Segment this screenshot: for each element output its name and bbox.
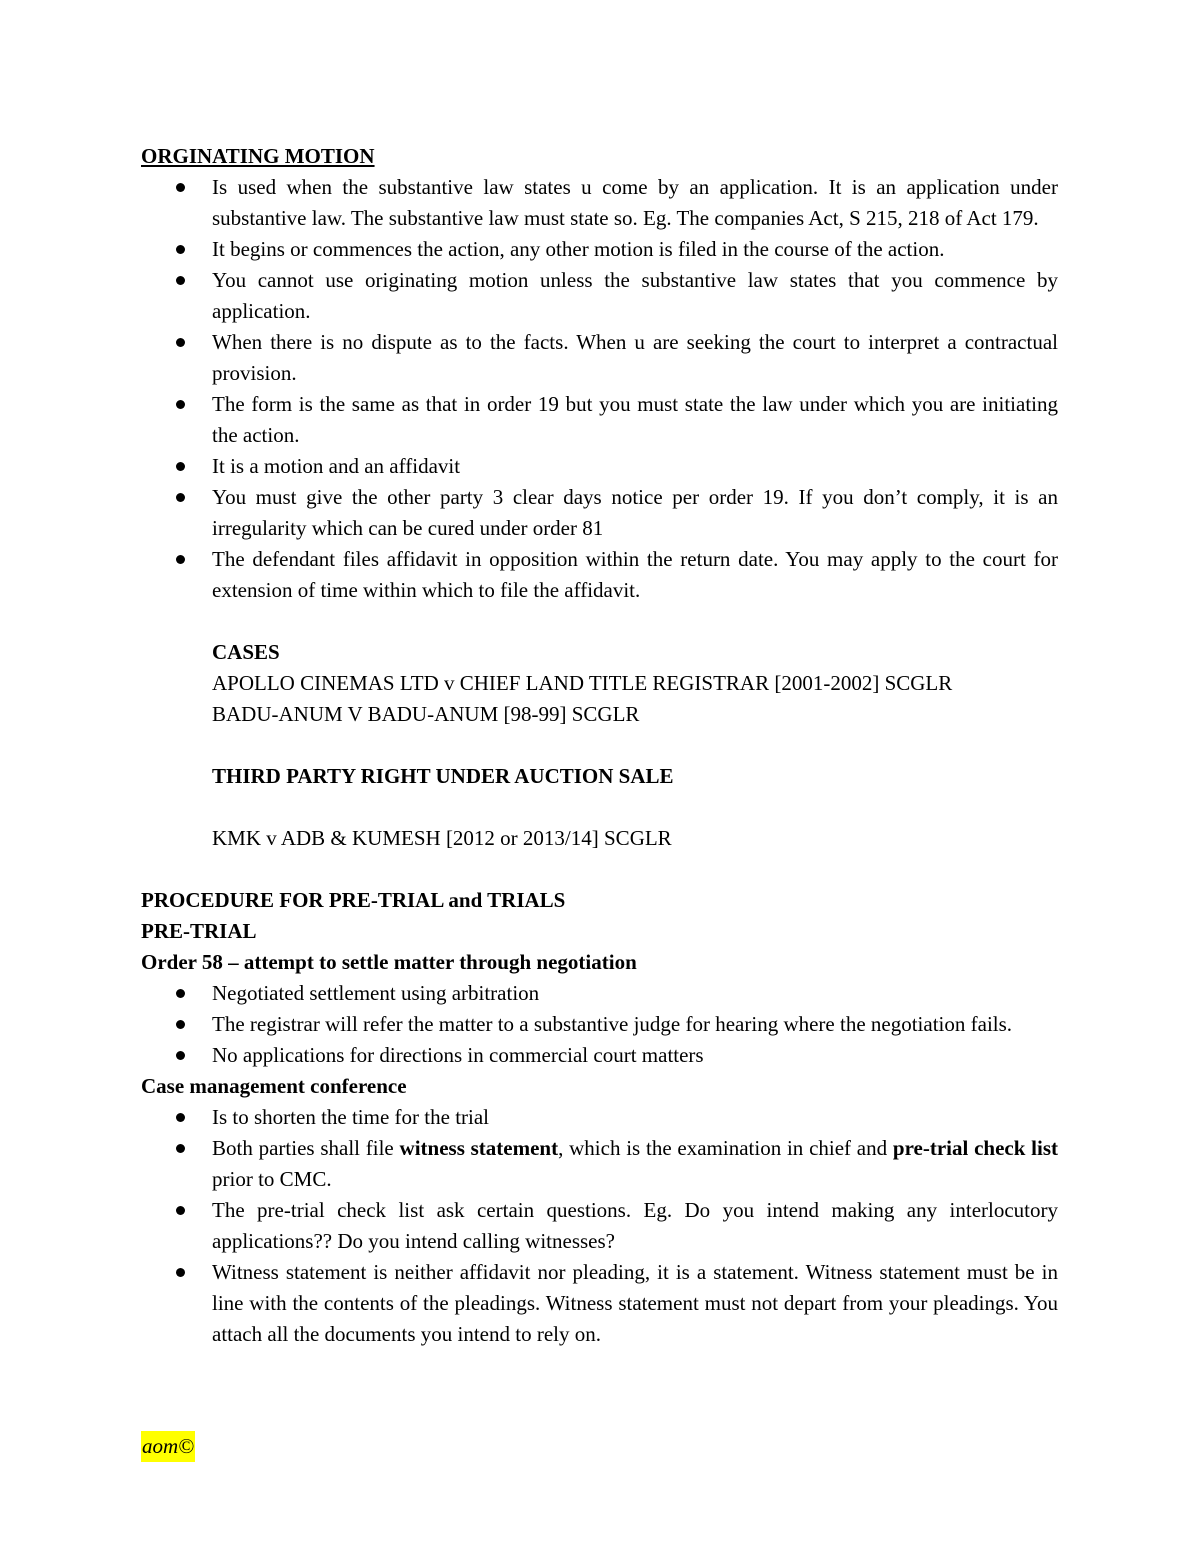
list-item: The pre-trial check list ask certain questions. Eg. Do you intend making any interlocutory applications?? Do you intend calling witnesses? — [141, 1195, 1058, 1257]
bullet-icon — [176, 555, 185, 564]
list-item: You must give the other party 3 clear days notice per order 19. If you don’t comply, it is an irregularity which can be cured under order 81 — [141, 482, 1058, 544]
list-item: No applications for directions in commercial court matters — [141, 1040, 1058, 1071]
bullet-icon — [176, 1144, 185, 1153]
list-item: It is a motion and an affidavit — [141, 451, 1058, 482]
list-item: The form is the same as that in order 19 but you must state the law under which you are initiating the action. — [141, 389, 1058, 451]
list-item: Is to shorten the time for the trial — [141, 1102, 1058, 1133]
list-item: Negotiated settlement using arbitration — [141, 978, 1058, 1009]
list-item: You cannot use originating motion unless the substantive law states that you commence by application. — [141, 265, 1058, 327]
third-party-heading: THIRD PARTY RIGHT UNDER AUCTION SALE — [212, 764, 674, 788]
list-item: Is used when the substantive law states u come by an application. It is an application under substantive law. The substantive law must state so. Eg. The companies Act, S 215, 218 of Act 179. — [141, 172, 1058, 234]
case-citation: APOLLO CINEMAS LTD v CHIEF LAND TITLE REGISTRAR [2001-2002] SCGLR — [212, 671, 953, 695]
bullet-icon — [176, 276, 185, 285]
list-item: The defendant files affidavit in opposition within the return date. You may apply to the court for extension of time within which to file the affidavit. — [141, 544, 1058, 606]
cmc-list — [141, 1102, 1058, 1350]
order58-list — [141, 978, 1058, 1071]
bullet-icon — [176, 989, 185, 998]
list-item: It begins or commences the action, any other motion is filed in the course of the action. — [141, 234, 1058, 265]
bullet-icon — [176, 1020, 185, 1029]
bold-term: witness statement — [399, 1136, 559, 1160]
list-item: When there is no dispute as to the facts. When u are seeking the court to interpret a contractual provision. — [141, 327, 1058, 389]
bullet-icon — [176, 1268, 185, 1277]
list-item: Witness statement is neither affidavit nor pleading, it is a statement. Witness statement must be in line with the contents of the pleadings. Witness statement must not depart from your pleadings. You attach all the documents you intend to rely on. — [141, 1257, 1058, 1350]
bullet-icon — [176, 462, 185, 471]
bullet-icon — [176, 183, 185, 192]
footer-watermark: aom© — [141, 1431, 195, 1462]
originating-motion-list — [141, 172, 1058, 606]
bullet-icon — [176, 1113, 185, 1122]
document-page — [141, 141, 1058, 1350]
case-citation: KMK v ADB & KUMESH [2012 or 2013/14] SCGLR — [212, 826, 672, 850]
list-item: The registrar will refer the matter to a substantive judge for hearing where the negotiation fails. — [141, 1009, 1058, 1040]
subtitle-pre-trial: PRE-TRIAL — [141, 919, 257, 943]
case-citation: BADU-ANUM V BADU-ANUM [98-99] SCGLR — [212, 702, 640, 726]
cases-heading: CASES — [212, 640, 280, 664]
section-title-procedure: PROCEDURE FOR PRE-TRIAL and TRIALS — [141, 888, 566, 912]
bullet-icon — [176, 400, 185, 409]
bullet-icon — [176, 493, 185, 502]
cmc-heading: Case management conference — [141, 1074, 407, 1098]
order58-heading: Order 58 – attempt to settle matter through negotiation — [141, 950, 637, 974]
bold-term: pre-trial check list — [892, 1136, 1058, 1160]
section-title-originating-motion: ORGINATING MOTION — [141, 144, 375, 168]
bullet-icon — [176, 1051, 185, 1060]
bullet-icon — [176, 245, 185, 254]
bullet-icon — [176, 1206, 185, 1215]
list-item: Both parties shall file witness statement, which is the examination in chief and pre-trial check list prior to CMC. — [141, 1133, 1058, 1195]
bullet-icon — [176, 338, 185, 347]
